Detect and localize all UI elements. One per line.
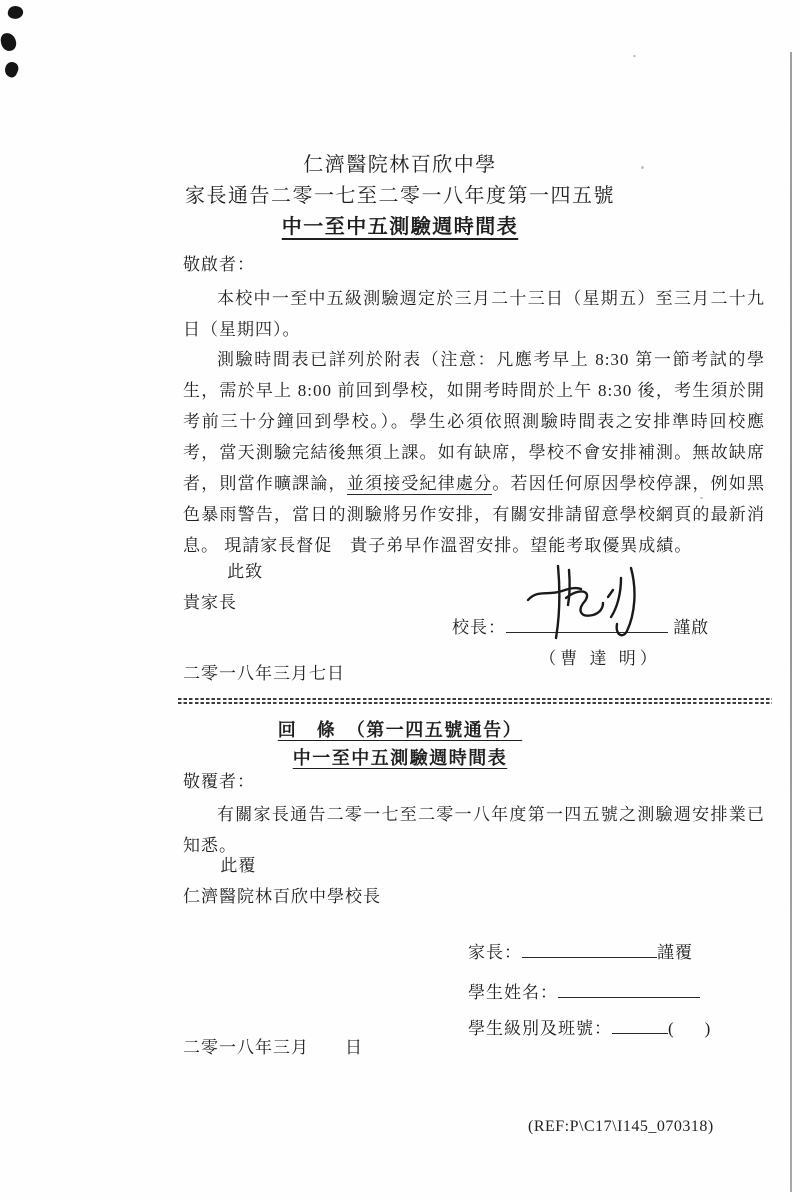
parent-honorific: 謹覆 [657, 943, 693, 962]
closing-cizhi: 此致 [227, 562, 264, 581]
dash-line [178, 702, 772, 704]
scan-blot-mark [0, 32, 17, 52]
student-class-label: 學生級別及班號： [468, 1019, 612, 1038]
reply-date-line: 二零一八年三月 日 [183, 1038, 363, 1057]
tear-off-separator [178, 698, 772, 705]
reply-body: 有關家長通告二零一七至二零一八年度第一四五號之測驗週安排業已知悉。 [183, 805, 765, 855]
class-paren-close: ) [704, 1019, 712, 1038]
school-name: 仁濟醫院林百欣中學 [303, 154, 497, 176]
reply-slip-subtitle: 中一至中五測驗週時間表 [292, 748, 508, 768]
parent-label: 家長： [468, 943, 522, 962]
principal-honorific: 謹啟 [673, 618, 710, 637]
parent-signature-field[interactable] [522, 939, 657, 958]
reply-addressee: 仁濟醫院林百欣中學校長 [183, 887, 381, 906]
principal-signature [524, 558, 654, 644]
class-paren-open: ( [668, 1019, 675, 1038]
letter-paragraph-2 [183, 344, 765, 561]
principal-name: （曹 達 明） [539, 649, 661, 668]
notice-number-line: 家長通告二零一七至二零一八年度第一四五號 [185, 185, 615, 207]
notice-subject: 中一至中五測驗週時間表 [281, 216, 519, 238]
scan-speck [633, 55, 636, 57]
principal-signature-line [506, 612, 668, 633]
document-reference: (REF:P\C17\I145_070318) [528, 1118, 714, 1135]
letter-salutation: 敬啟者： [183, 255, 255, 274]
dash-line [178, 698, 772, 700]
reply-closing-cifu: 此覆 [220, 856, 257, 875]
student-name-field[interactable] [558, 979, 700, 998]
discipline-underlined-phrase: 並須接受紀律處分 [346, 474, 493, 493]
principal-signature-row [452, 612, 709, 638]
letter-date: 二零一八年三月七日 [183, 664, 345, 683]
paragraph-2-text: 測驗時間表已詳列於附表（注意：凡應考早上 8:30 第一節考試的學生，需於早上 8:00 前回到學校，如開考時間於上午 8:30 後，考生須於開考前三十分鐘回到學校。）。學生必須依照測驗時間表之安排準時回校應考，當天測驗完結後無須上課。如有缺席，學校不會安排補測。無故缺席者，則當作曠課論， [183, 350, 765, 493]
student-name-label: 學生姓名： [468, 983, 558, 1002]
parent-signature-row [468, 938, 693, 963]
closing-recipient: 貴家長 [183, 593, 237, 612]
student-name-row [468, 978, 700, 1003]
reply-salutation: 敬覆者： [183, 772, 255, 791]
letter-paragraph-1: 本校中一至中五級測驗週定於三月二十三日（星期五）至三月二十九日（星期四）。 [183, 289, 765, 339]
scan-blot-mark [7, 4, 25, 20]
scan-blot-mark [3, 60, 21, 79]
reply-slip-title: 回 條 （第一四五號通告） [277, 720, 523, 740]
principal-label: 校長： [452, 618, 506, 637]
paragraph-2-text-cont: 。若因任何原因學校停課，例如黑色暴雨警告，當日的測驗將另作安排，有關安排請留意學校網頁的最新消息。 現請家長督促 貴子弟早作溫習安排。望能考取優異成績。 [183, 474, 766, 555]
